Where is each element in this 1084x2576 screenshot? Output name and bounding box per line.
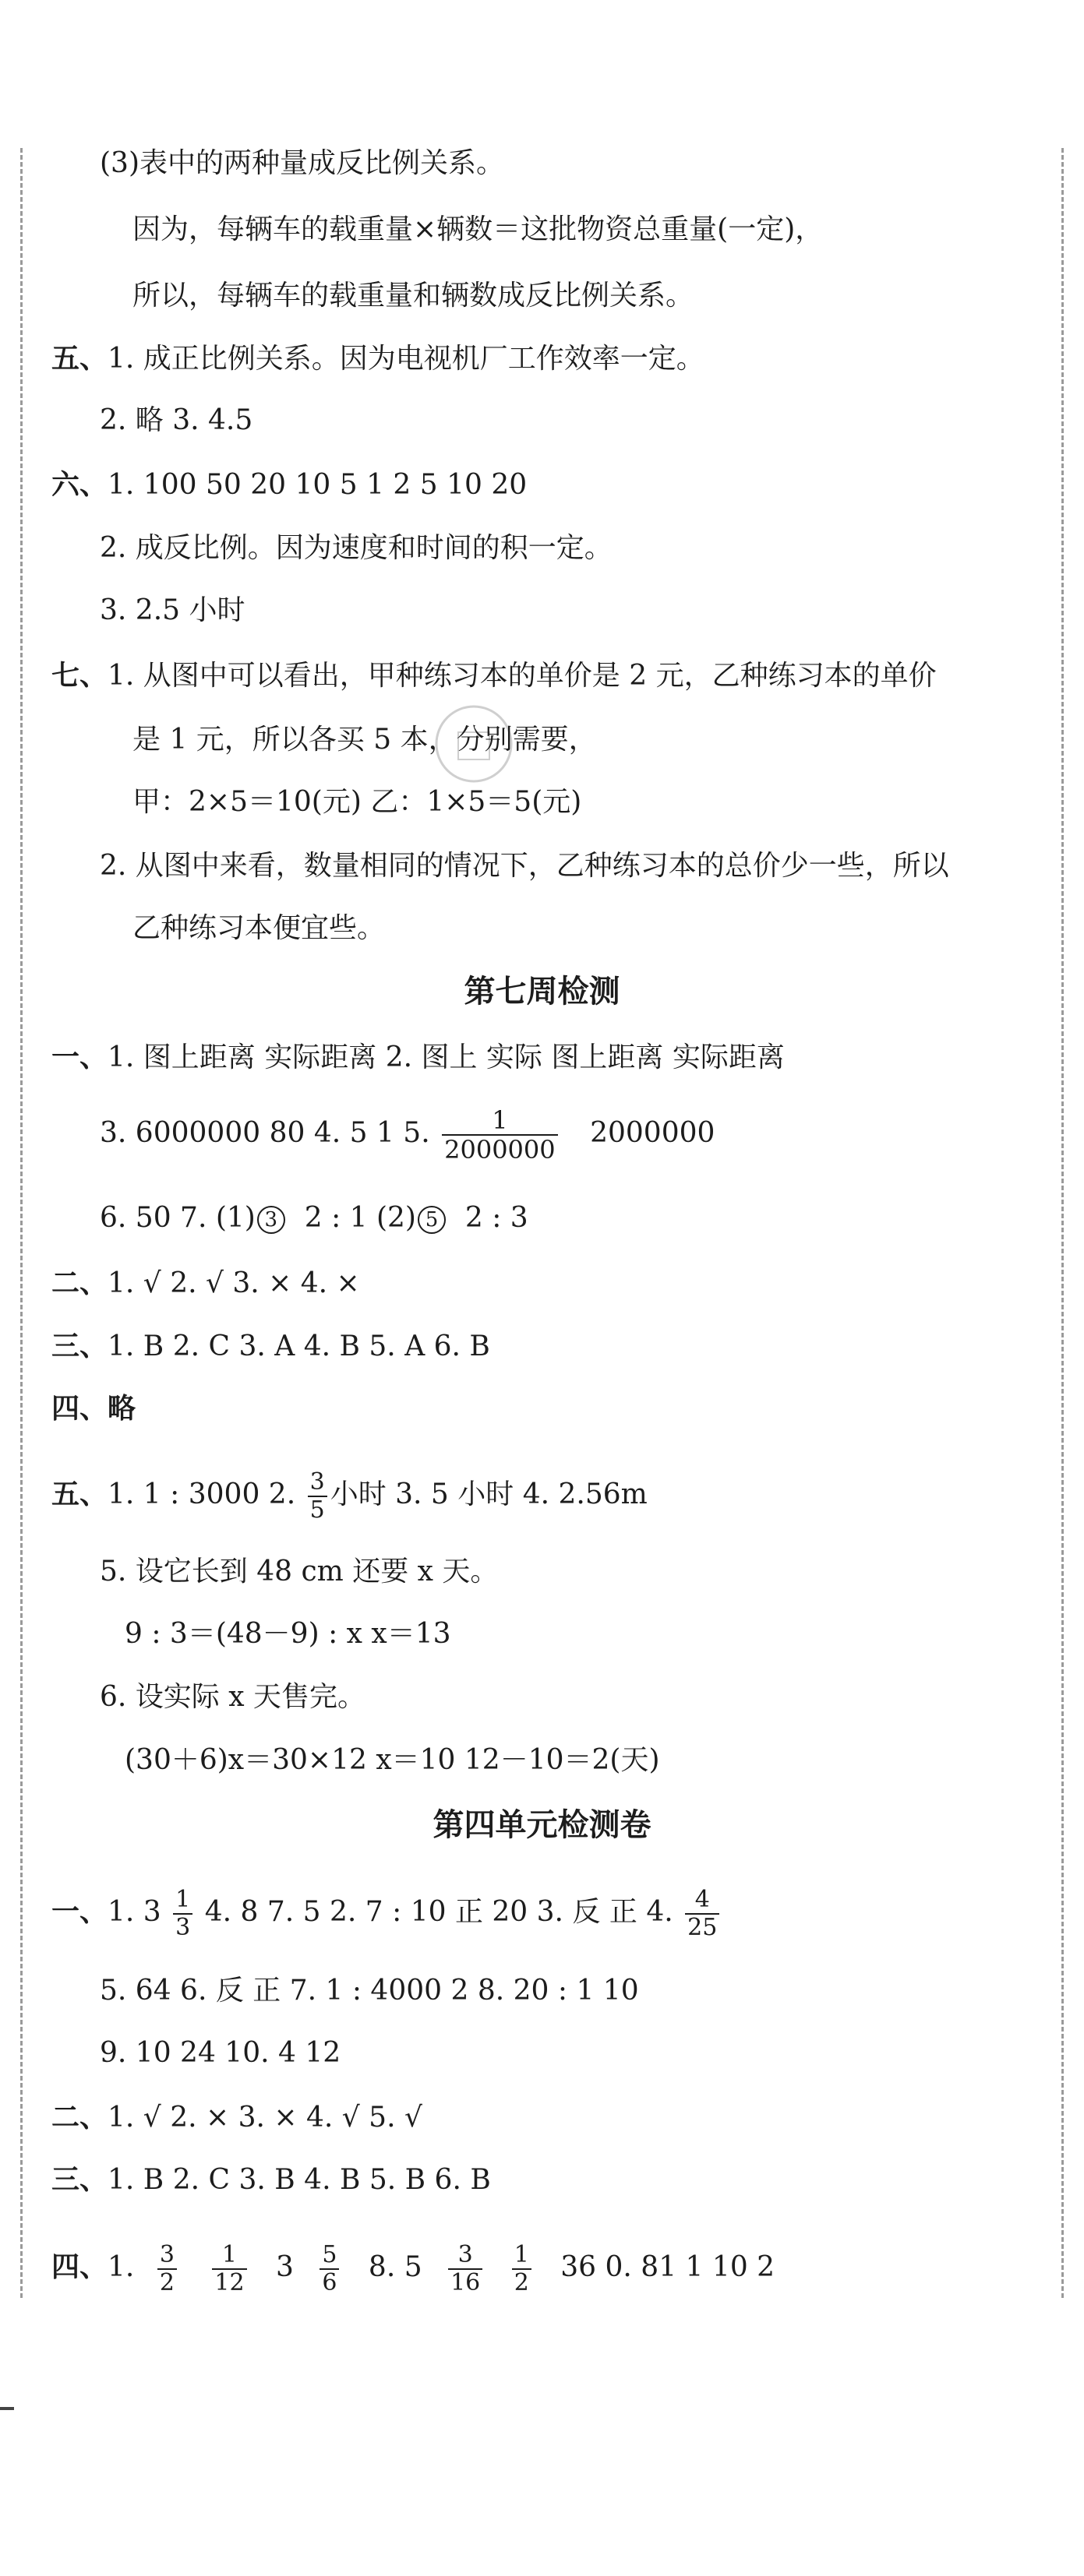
answer-text: 2 : 3 [464,1202,528,1234]
answer-text: 1. 100 50 20 10 5 1 2 5 10 20 [108,469,528,501]
numerator: 3 [308,1471,327,1497]
fraction [157,2243,177,2295]
answer-text: 6. 50 7. (1) [100,1202,256,1234]
unit4-san [51,2162,491,2197]
circled-number: 3 [257,1206,285,1234]
fraction [308,1468,327,1524]
answer-text: 小时 3. 5 小时 4. 2.56m [330,1478,648,1510]
numerator: 5 [320,2243,339,2270]
section-liu-line1 [51,467,527,502]
answer-text: 1. 从图中可以看出，甲种练习本的单价是 2 元，乙种练习本的单价 [108,660,937,692]
fraction [685,1888,719,1940]
denominator: 2 [159,2269,175,2296]
section-label: 二、 [51,2101,108,2134]
numerator: 1 [512,2243,531,2270]
right-fold-line [1061,148,1064,2298]
denominator: 5 [309,1496,325,1524]
answer-text: 1. √ 2. √ 3. × 4. × [108,1267,360,1299]
answer-text: 1. 图上距离 实际距离 2. 图上 实际 图上距离 实际距离 [108,1041,785,1073]
week7-wu-line6b: (30＋6)x＝30×12 x＝10 12－10＝2(天) [125,1744,660,1776]
section-label: 一、 [51,1041,108,1073]
unit4-er [51,2100,422,2135]
left-fold-line [20,148,23,2298]
section-label: 六、 [51,468,108,501]
section-label: 五、 [51,342,108,375]
item-3-reason: (3)表中的两种量成反比例关系。 [100,147,504,179]
week7-wu-line6: 6. 设实际 x 天售完。 [100,1681,365,1713]
unit4-si [51,2243,775,2295]
answer-text: 1. [108,2251,135,2283]
numerator: 4 [685,1888,719,1915]
answer-text: 1. 成正比例关系。因为电视机厂工作效率一定。 [108,343,704,375]
section-qi-line5: 乙种练习本便宜些。 [132,912,386,944]
reason-line: 因为，每辆车的载重量×辆数＝这批物资总重量(一定)， [132,213,824,245]
conclusion-line: 所以，每辆车的载重量和辆数成反比例关系。 [132,280,694,312]
week7-yi-line3 [100,1201,528,1235]
numerator: 1 [173,1888,192,1915]
answer-text: 8. 5 [368,2251,422,2283]
week7-yi-line1 [51,1040,785,1075]
unit4-yi-line2: 5. 64 6. 反 正 7. 1 : 4000 2 8. 20 : 1 10 [100,1975,639,2007]
fraction [320,2243,339,2295]
section-label: 七、 [51,659,108,692]
week7-wu-line5: 5. 设它长到 48 cm 还要 x 天。 [100,1556,499,1588]
section-qi-line2: 是 1 元，所以各买 5 本，分别需要， [132,724,597,756]
answer-text: 2 : 1 (2) [304,1202,416,1234]
fraction [448,2243,482,2295]
section-label: 二、 [51,1267,108,1299]
denominator: 6 [322,2269,337,2296]
week7-san [51,1329,490,1364]
week7-yi-line2 [100,1105,715,1165]
answer-text: 36 0. 81 1 10 2 [560,2251,775,2283]
week7-title: 第七周检测 [464,974,620,1010]
section-label: 四、 [51,2250,108,2283]
unit4-yi-line1 [51,1888,722,1940]
answer-text: 1. √ 2. × 3. × 4. √ 5. √ [108,2102,422,2134]
section-qi-line4: 2. 从图中来看，数量相同的情况下，乙种练习本的总价少一些，所以 [100,850,949,882]
section-label: 五、 [51,1478,108,1510]
denominator: 2 [514,2269,529,2296]
answer-text: 4. 8 7. 5 2. 7 : 10 正 20 3. 反 正 4. [204,1896,673,1928]
denominator: 12 [214,2269,245,2296]
numerator: 1 [212,2243,246,2270]
answer-text: 1. B 2. C 3. B 4. B 5. B 6. B [108,2164,491,2196]
week7-si: 四、略 [51,1392,136,1425]
section-qi-line3: 甲：2×5＝10(元) 乙：1×5＝5(元) [132,786,582,818]
week7-wu-line1 [51,1468,648,1524]
section-label: 一、 [51,1895,108,1928]
unit4-title: 第四单元检测卷 [433,1807,651,1843]
denominator: 16 [450,2269,481,2296]
answer-text: 1. 3 [108,1896,161,1928]
section-liu-line2: 2. 成反比例。因为速度和时间的积一定。 [100,532,613,564]
week7-wu-line5b: 9 : 3＝(48－9) : x x＝13 [125,1618,451,1650]
unit4-yi-line3: 9. 10 24 10. 4 12 [100,2037,341,2069]
answer-text: 2000000 [590,1117,715,1149]
fraction [173,1888,192,1940]
numerator: 3 [448,2243,482,2270]
answer-text: 3. 6000000 80 4. 5 1 5. [100,1117,430,1149]
section-label: 三、 [51,1330,108,1362]
fraction [442,1105,558,1165]
section-liu-line3: 3. 2.5 小时 [100,594,245,626]
answer-text: 3 [276,2251,294,2283]
denominator: 2000000 [444,1135,556,1165]
section-label: 三、 [51,2163,108,2196]
section-wu-line2: 2. 略 3. 4.5 [100,404,253,436]
denominator: 25 [687,1914,718,1941]
answer-text: 1. B 2. C 3. A 4. B 5. A 6. B [108,1330,490,1362]
numerator: 3 [157,2243,177,2270]
circled-number: 5 [418,1206,446,1234]
fraction [212,2243,246,2295]
section-wu-line1 [51,341,704,376]
numerator: 1 [442,1108,558,1136]
week7-er [51,1266,360,1301]
denominator: 3 [175,1914,191,1941]
fraction [512,2243,531,2295]
answer-text: 1. 1 : 3000 2. [108,1478,296,1510]
section-qi-line1 [51,658,937,693]
bottom-dash [0,2407,14,2410]
